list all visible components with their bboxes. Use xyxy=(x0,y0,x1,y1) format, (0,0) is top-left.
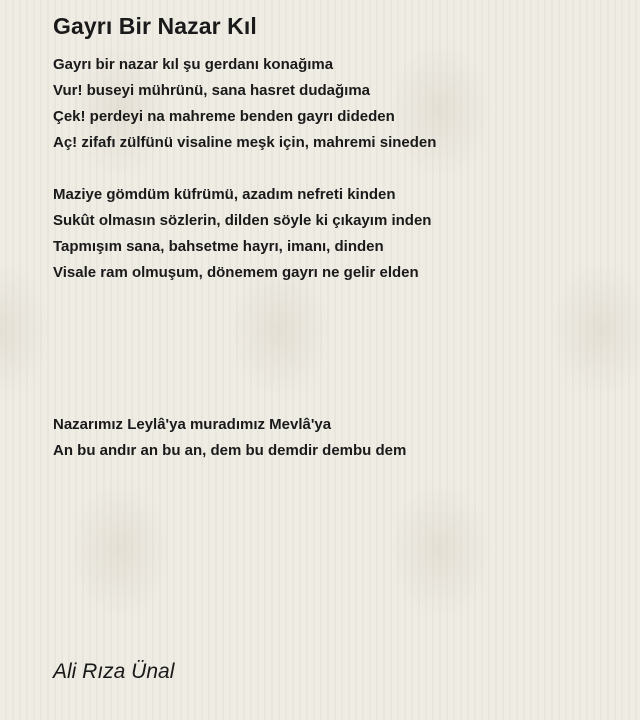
poem-line: Gayrı bir nazar kıl şu gerdanı konağıma xyxy=(53,56,334,73)
poem-line: An bu andır an bu an, dem bu demdir dembu dem xyxy=(53,442,407,459)
poem-line: Vur! buseyi mührünü, sana hasret dudağıma xyxy=(53,82,371,99)
poem-line: Nazarımız Leylâ'ya muradımız Mevlâ'ya xyxy=(53,416,332,433)
poem-line: Sukût olmasın sözlerin, dilden söyle ki çıkayım inden xyxy=(53,212,432,229)
stanza-1 xyxy=(53,52,613,156)
poem-line: Maziye gömdüm küfrümü, azadım nefreti kinden xyxy=(53,186,396,203)
poem-line: Visale ram olmuşum, dönemem gayrı ne gelir elden xyxy=(53,264,419,281)
poem-line: Aç! zifafı zülfünü visaline meşk için, mahremi sineden xyxy=(53,134,437,151)
poem-line: Çek! perdeyi na mahreme benden gayrı dideden xyxy=(53,108,395,125)
poem-author: Ali Rıza Ünal xyxy=(53,660,175,683)
poem-title: Gayrı Bir Nazar Kıl xyxy=(53,13,257,39)
poem-line: Tapmışım sana, bahsetme hayrı, imanı, dinden xyxy=(53,238,384,255)
stanza-3 xyxy=(53,412,613,464)
stanza-2 xyxy=(53,182,613,286)
poem-container xyxy=(53,10,613,464)
